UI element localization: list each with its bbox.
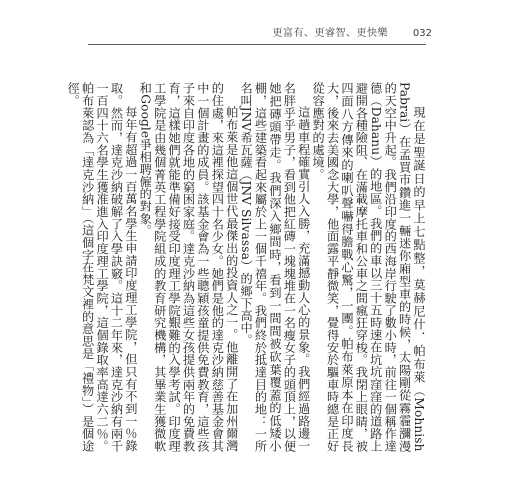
header-rule [88, 44, 426, 45]
paragraph-1: 現在是聖誕日的早上七點整，莫赫尼什．帕布萊（Mohnish Pabrai）在孟買市鑽進一輛迷你廂型車的時候，太陽剛從霧霾瀰漫的天空中升起。我們沿印度的西海岸行駛了數小時，前往一個稱作達德（Dahanu）的地區。我們的車以三十五時速在坑坑窪窪的道路上避開各種險阻、在滿載摩托車和公車之間瘋狂穿梭。我閉上眼睛，被四面八方傳來的喇叭聲嚇得膽戰心驚，一團。帕布萊原本在印度長大，後來去美國念大學，他面露平靜微笑，覺得安於驅車時總是正好從容應對的處境。 [311, 82, 426, 452]
body-text [66, 82, 426, 452]
running-header [0, 26, 520, 42]
paragraph-2: 這趟車程確實引人入勝，充滿撼動人心的景象。我們經過路邊一名胖乎乎男子，看到他把紅磚一塊塊堆在一名瘦女子的頭頂上，以便她把磚頭帶走。我們深入鄉間時，看到一間間被砍葉覆蓋的低矮小棚，這些建築看起來屬於上一個千禧年。我們終於抵達目的地：一所名叫JNV希瓦薩（JNV Silvassa）的鄉下高中。 [239, 82, 311, 452]
running-title: 更富有、更睿智、更快樂 [272, 28, 388, 39]
page-number: 032 [412, 28, 432, 39]
paragraph-3: 帕布萊是他這個世代最傑出的投資人之一。他離開了在加州爾灣的住處，來這裡探望四十名少女。她們是他的達克沙納慈善基金會其中一個計畫的成員。該基金會為一些聰穎孩童提供免費教育，這些孩子來自印度各地的窮困家庭。達克沙納為這些女孩提供兩年的免費教育，這樣她們就能準備好接受印度理工學院艱難的入學考試。印度理工學院是由幾個菁英工程學院組成的教育研究機構，其畢業生獲微軟和Google爭相聘僱的對象。 [138, 82, 239, 452]
paragraph-4: 每年有超過一百萬名學生申請印度理工學院，但只有不到一％錄取。然而，達克沙納破解了入學訣竅。這十二年來，達克沙納有兩千一百四十六名學生獲准進入印度理工學院，這個錄取率高達六二％。帕布萊認為「達克沙納」（這個字在梵文裡的意思是「禮物」）是個途徑。 [66, 82, 138, 452]
